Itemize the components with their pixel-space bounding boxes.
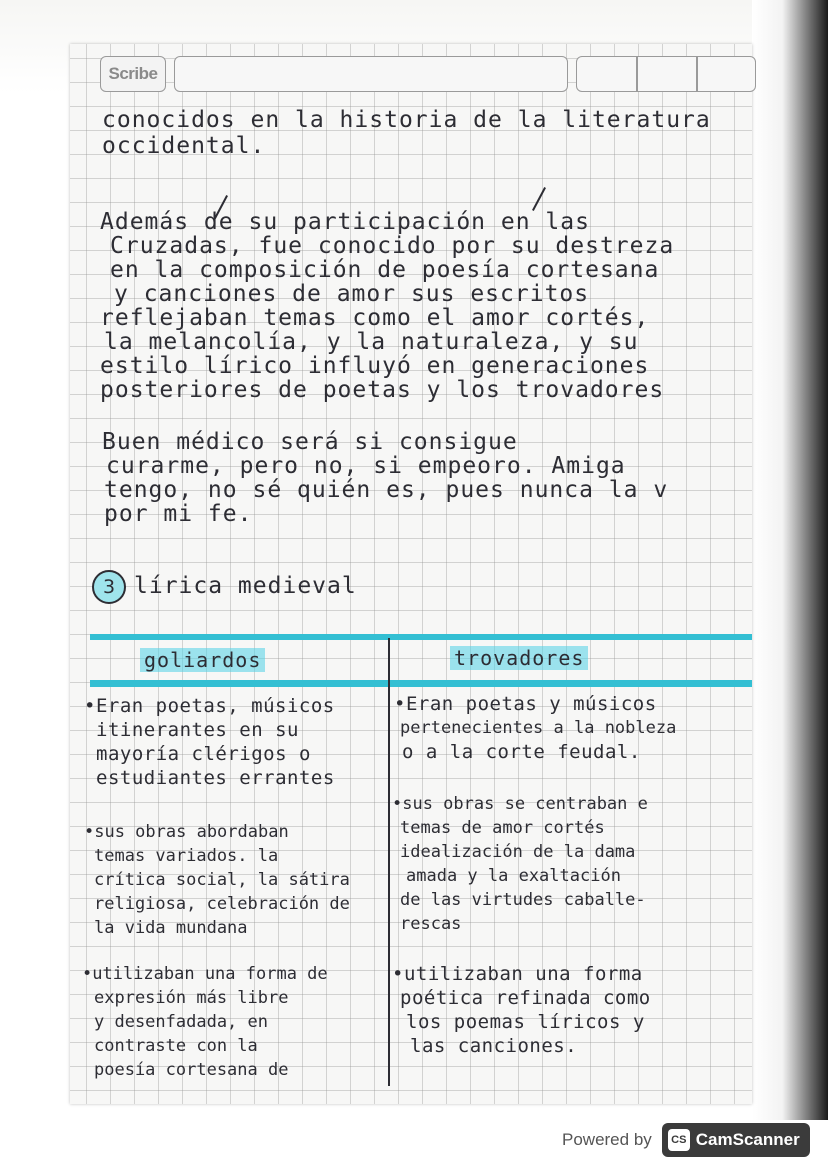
goliardos-line: •Eran poetas, músicos (84, 695, 335, 717)
accent-mark (532, 187, 546, 211)
camscanner-name: CamScanner (695, 1130, 800, 1149)
trovadores-line: los poemas líricos y (406, 1011, 645, 1033)
scribe-brand: Scribe (100, 56, 166, 92)
trovadores-line: pertenecientes a la nobleza (400, 718, 677, 738)
trovadores-line: •Eran poetas y músicos (394, 693, 657, 715)
date-box (576, 56, 756, 92)
goliardos-line: poesía cortesana de (94, 1060, 289, 1080)
handwritten-line: Además de su participación en las (100, 209, 590, 235)
column-header-trovadores: trovadores (450, 646, 588, 670)
section-number: 3 (92, 570, 126, 604)
goliardos-line: y desenfadada, en (94, 1012, 268, 1032)
trovadores-line: •utilizaban una forma (392, 963, 643, 985)
trovadores-line: rescas (400, 914, 462, 934)
trovadores-line: •sus obras se centraban e (392, 794, 648, 814)
goliardos-line: •utilizaban una forma de (82, 964, 328, 984)
goliardos-line: •sus obras abordaban (84, 822, 289, 842)
trovadores-line: las canciones. (410, 1035, 578, 1057)
trovadores-line: poética refinada como (400, 987, 651, 1009)
powered-by-label: Powered by (562, 1130, 652, 1149)
handwritten-line: por mi fe. (104, 501, 253, 527)
camscanner-badge (662, 1123, 810, 1157)
notebook-page (70, 44, 752, 1104)
goliardos-line: itinerantes en su (96, 719, 299, 741)
handwritten-line: occidental. (102, 133, 266, 159)
table-top-line (90, 634, 752, 640)
handwritten-line: curarme, pero no, si empeoro. Amiga (106, 453, 626, 479)
table-header-line (90, 680, 752, 687)
camscanner-logo-icon: CS (668, 1129, 690, 1151)
trovadores-line: temas de amor cortés (400, 818, 605, 838)
goliardos-line: religiosa, celebración de (94, 894, 350, 914)
trovadores-line: de las virtudes caballe- (400, 890, 646, 910)
handwritten-line: tengo, no sé quién es, pues nunca la v (104, 477, 669, 503)
trovadores-line: idealización de la dama (400, 842, 636, 862)
handwritten-line: la melancolía, y la naturaleza, y su (104, 329, 639, 355)
title-box (174, 56, 568, 92)
column-header-goliardos: goliardos (140, 648, 265, 672)
camscanner-watermark (562, 1122, 816, 1158)
handwritten-line: Buen médico será si consigue (102, 429, 518, 455)
handwritten-line: conocidos en la historia de la literatura (102, 107, 711, 133)
goliardos-line: temas variados. la (94, 846, 279, 866)
handwritten-line: reflejaban temas como el amor cortés, (100, 305, 650, 331)
trovadores-line: amada y la exaltación (406, 866, 621, 886)
handwritten-line: en la composición de poesía cortesana (110, 257, 660, 283)
handwritten-line: estilo lírico influyó en generaciones (100, 353, 650, 379)
table-column-divider (388, 638, 390, 1086)
goliardos-line: contraste con la (94, 1036, 258, 1056)
goliardos-line: expresión más libre (94, 988, 289, 1008)
goliardos-line: mayoría clérigos o (96, 743, 311, 765)
handwritten-line: posteriores de poetas y los trovadores (100, 377, 665, 403)
handwritten-line: Cruzadas, fue conocido por su destreza (110, 233, 675, 259)
scan-dark-edge (752, 0, 828, 1120)
goliardos-line: estudiantes errantes (96, 767, 335, 789)
trovadores-line: o a la corte feudal. (402, 741, 641, 763)
goliardos-line: crítica social, la sátira (94, 870, 350, 890)
section-title: lírica medieval (134, 573, 357, 599)
handwritten-line: y canciones de amor sus escritos (114, 281, 590, 307)
page-header (100, 56, 750, 92)
goliardos-line: la vida mundana (94, 918, 248, 938)
